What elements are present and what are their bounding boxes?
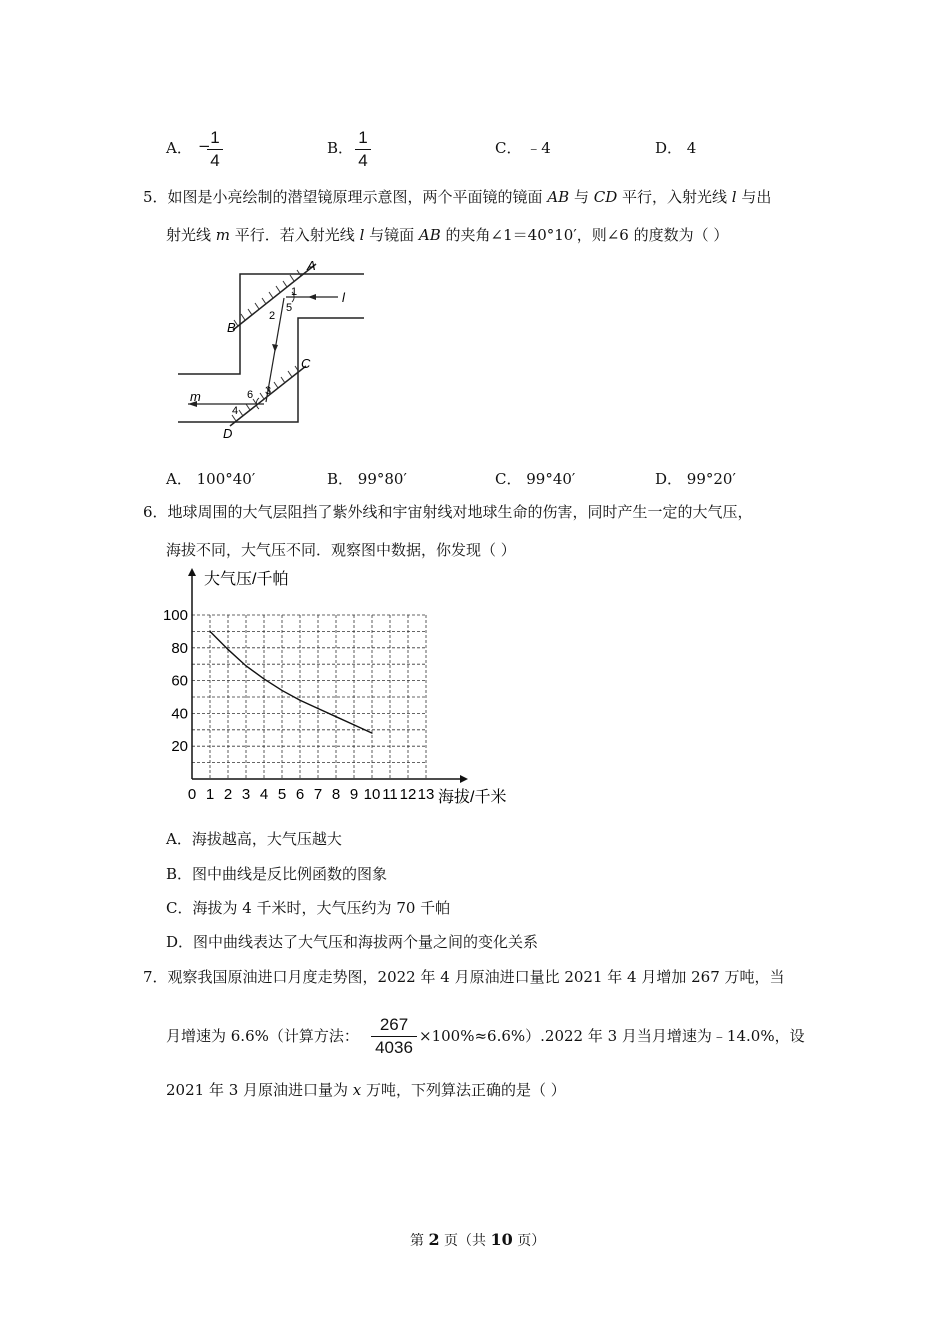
chart-y-axis-label: 大气压/千帕 bbox=[204, 571, 289, 588]
q6-stem-line1: 6．地球周围的大气层阻挡了紫外线和宇宙射线对地球生命的伤害，同时产生一定的大气压， bbox=[143, 503, 753, 521]
q7-fraction-numerator: 267 bbox=[379, 1015, 409, 1034]
x-tick-label: 6 bbox=[295, 786, 305, 803]
angle-label-1: 1 bbox=[291, 286, 298, 298]
x-tick-label: 9 bbox=[349, 786, 359, 803]
angle-label-4: 4 bbox=[232, 405, 239, 417]
label-d: D bbox=[223, 426, 233, 441]
reflected-ray-arrow bbox=[272, 344, 278, 352]
x-tick-label: 3 bbox=[241, 786, 251, 803]
q4-option-b-label: B． bbox=[327, 139, 354, 157]
x-tick-label: 5 bbox=[277, 786, 287, 803]
x-tick-label: 0 bbox=[187, 786, 197, 803]
y-tick-label: 100 bbox=[162, 607, 188, 624]
mirror-ab-hatching bbox=[234, 270, 301, 326]
q6-option-d: D．图中曲线表达了大气压和海拔两个量之间的变化关系 bbox=[166, 933, 539, 951]
q6-option-b: B．图中曲线是反比例函数的图象 bbox=[166, 865, 388, 883]
x-axis-arrow bbox=[460, 775, 468, 783]
angle-label-2: 2 bbox=[269, 310, 276, 322]
q7-stem-line3: 2021 年 3 月原油进口量为 x 万吨，下列算法正确的是（ ） bbox=[166, 1081, 566, 1099]
curve-point bbox=[281, 690, 282, 691]
q7-stem-line2b: ×100%≈6.6%）.2022 年 3 月当月增速为﹣14.0%，设 bbox=[419, 1027, 805, 1045]
chart-series bbox=[209, 631, 372, 734]
chart-grid bbox=[192, 615, 426, 779]
incident-ray-arrow bbox=[308, 294, 316, 300]
curve-point bbox=[299, 700, 300, 701]
y-axis-arrow bbox=[188, 568, 196, 576]
q6-stem-line2: 海拔不同，大气压不同．观察图中数据，你发现（ ） bbox=[166, 541, 516, 559]
curve-point bbox=[317, 708, 318, 709]
x-tick-label: 1 bbox=[205, 786, 215, 803]
q4-option-a-denominator: 4 bbox=[210, 151, 220, 170]
q5-option-d: D． 99°20′ bbox=[655, 470, 736, 488]
label-b: B bbox=[227, 320, 236, 335]
q4-option-c: C． ﹣4 bbox=[495, 139, 551, 157]
curve-point bbox=[209, 631, 210, 632]
x-tick-label: 8 bbox=[331, 786, 341, 803]
chart-ticks bbox=[163, 607, 434, 803]
label-m: m bbox=[190, 389, 201, 404]
q4-option-a-numerator: 1 bbox=[210, 128, 220, 147]
curve-point bbox=[371, 732, 372, 733]
q4-option-a-label: A． bbox=[166, 139, 192, 157]
angle-label-6: 6 bbox=[247, 389, 254, 401]
y-tick-label: 60 bbox=[171, 672, 188, 690]
x-tick-label: 13 bbox=[417, 786, 435, 803]
current-page-number: 2 bbox=[428, 1230, 440, 1249]
x-tick-label: 11 bbox=[382, 786, 398, 803]
y-tick-label: 20 bbox=[171, 738, 188, 756]
angle-label-3: 3 bbox=[265, 385, 272, 397]
q6-option-c: C．海拔为 4 千米时，大气压约为 70 千帕 bbox=[166, 899, 451, 917]
q6-option-a: A．海拔越高，大气压越大 bbox=[166, 830, 342, 848]
curve-point bbox=[245, 665, 246, 666]
periscope-outline-upper bbox=[178, 274, 364, 374]
chart-x-axis-label: 海拔/千米 bbox=[438, 789, 507, 806]
curve-point bbox=[335, 716, 336, 717]
q5-option-b: B． 99°80′ bbox=[327, 470, 407, 488]
label-l: l bbox=[342, 290, 345, 305]
q5-stem-line2: 射光线 m 平行．若入射光线 l 与镜面 AB 的夹角∠1＝40°10′，则∠6 的度数为（ ） bbox=[166, 226, 729, 244]
y-tick-label: 40 bbox=[171, 705, 188, 723]
y-tick-label: 80 bbox=[171, 639, 188, 657]
q5-stem-line1: 5．如图是小亮绘制的潜望镜原理示意图，两个平面镜的镜面 AB 与 CD 平行，入射光线 l 与出 bbox=[143, 188, 772, 206]
pressure-curve bbox=[210, 631, 372, 733]
total-pages: 10 bbox=[490, 1230, 513, 1249]
q4-option-a-sign: − bbox=[198, 137, 211, 155]
curve-point bbox=[263, 678, 264, 679]
x-tick-label: 10 bbox=[363, 786, 381, 803]
q4-option-d: D． 4 bbox=[655, 139, 697, 157]
curve-point bbox=[353, 724, 354, 725]
x-tick-label: 4 bbox=[259, 786, 269, 803]
x-tick-label: 2 bbox=[223, 786, 233, 803]
q4-option-b-numerator: 1 bbox=[358, 128, 368, 147]
q5-option-a: A． 100°40′ bbox=[166, 470, 256, 488]
angle-label-5: 5 bbox=[286, 302, 293, 314]
x-tick-label: 7 bbox=[313, 786, 323, 803]
q7-fraction-denominator: 4036 bbox=[375, 1038, 413, 1057]
label-a: A bbox=[307, 258, 316, 273]
page-footer: 第 2 页（共 10 页） bbox=[410, 1230, 546, 1249]
pressure-chart bbox=[160, 562, 520, 810]
q7-fraction bbox=[371, 1015, 417, 1058]
q7-stem-line2a: 月增速为 6.6%（计算方法： bbox=[166, 1027, 359, 1045]
label-c: C bbox=[301, 356, 311, 371]
q4-option-b-fraction bbox=[355, 128, 371, 171]
q4-option-a-fraction bbox=[207, 128, 223, 171]
q4-option-b-denominator: 4 bbox=[358, 151, 368, 170]
curve-point bbox=[227, 649, 228, 650]
x-tick-label: 12 bbox=[399, 786, 417, 803]
periscope-diagram bbox=[168, 254, 368, 444]
q7-stem-line1: 7．观察我国原油进口月度走势图，2022 年 4 月原油进口量比 2021 年 4 月增加 267 万吨，当 bbox=[143, 968, 785, 986]
q5-option-c: C． 99°40′ bbox=[495, 470, 576, 488]
